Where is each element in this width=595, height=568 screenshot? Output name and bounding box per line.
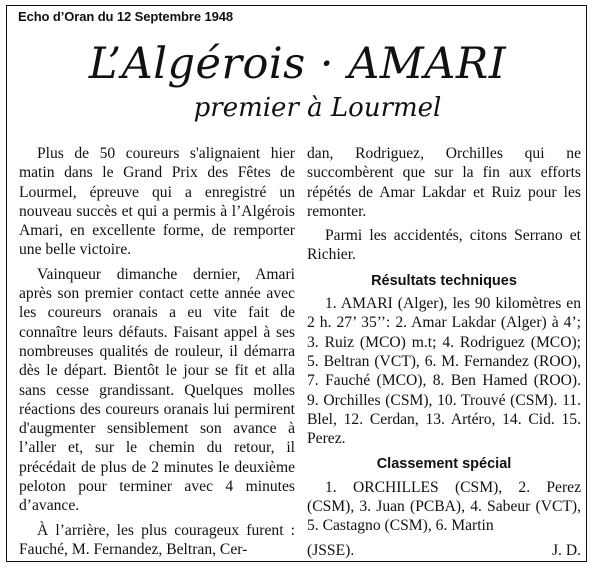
subheadline: premier à Lourmel [193,93,442,123]
special-last: (JSSE). [307,541,355,559]
results-text: 1. AMARI (Alger), les 90 kilomètres en 2 h. 27’ 35’’: 2. Amar Lakdar (Alger) à 4’; 3. Ruiz (MCO) m.t; 4. Rodriguez (MCO); 5. Beltran (VCT), 6. M. Fernandez (ROO), 7. Fauché (MCO), 8. Ben Hamed (ROO). 9. Orchilles (CSM), 10. Trouvé (CSM). 11. Blel, 12. Cerdan, 13. Artéro, 14. Cid. 15. Perez. [307,295,581,448]
left-column [19,144,295,559]
headline: L’Algérois · AMARI [88,39,507,89]
paragraph-race: Vainqueur dimanche dernier, Amari après son premier contact cette année avec les coureurs oranais a eu vite fait de connaître leurs défauts. Faisant appel à ses nombreuses qualités de rouleur, il démarra dès le départ. Bientôt le jour se fit et alla sans cesse grandissant. Quelques molles réactions des coureurs oranais lui permirent d'augmenter sensiblement son avance à l’aller et, sur le chemin du retour, il précédait de plus de 2 minutes le deuxième peloton pour terminer avec 4 minutes d’avance. [19,265,295,515]
special-heading: Classement spécial [376,456,512,473]
source-line: Echo d’Oran du 12 Septembre 1948 [18,9,233,24]
signature: J. D. [551,541,581,559]
results-heading: Résultats techniques [371,272,517,289]
special-text: 1. ORCHILLES (CSM), 2. Perez (CSM), 3. Juan (PCBA), 4. Sabeur (VCT), 5. Castagno (CSM), 6. Martin [307,478,581,535]
paragraph-continuation: dan, Rodriguez, Orchilles qui ne succombèrent que sur la fin aux efforts répétés de Amar Lakdar et Ruiz pour les remonter. [307,145,581,220]
right-column [307,144,581,560]
special-last-line [307,541,581,560]
paragraph-intro: Plus de 50 coureurs s'alignaient hier matin dans le Grand Prix des Fêtes de Lourmel, épreuve qui a enregistré un nouveau succès et qui a permis à l’Algérois Amari, en excellente forme, de remporter une belle victoire. [19,145,295,259]
article-frame [6,5,587,562]
paragraph-rear: À l’arrière, les plus courageux furent : Fauché, M. Fernandez, Beltran, Cer- [19,521,295,558]
paragraph-accidents: Parmi les accidentés, citons Serrano et Richier. [307,227,581,264]
